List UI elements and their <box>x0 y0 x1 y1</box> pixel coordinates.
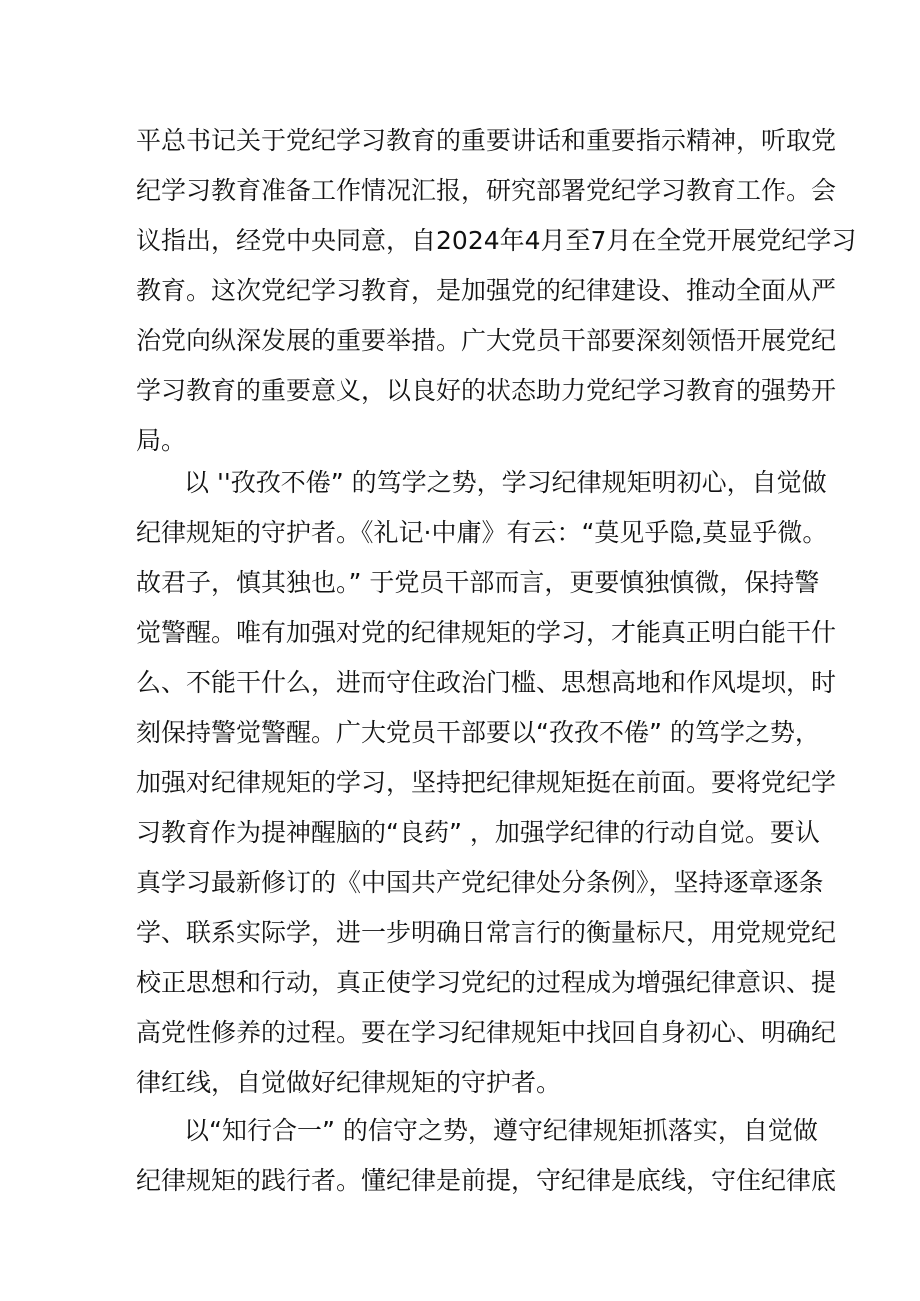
text-line: 教育。这次党纪学习教育，是加强党的纪律建设、推动全面从严 <box>136 276 837 305</box>
text-line: 觉警醒。唯有加强对党的纪律规矩的学习，才能真正明白能干什 <box>136 618 837 647</box>
text-line: 学、联系实际学，进一步明确日常言行的衡量标尺，用党规党纪 <box>136 918 837 947</box>
text-line: 加强对纪律规矩的学习，坚持把纪律规矩挺在前面。要将党纪学 <box>136 768 837 797</box>
text-line: 真学习最新修订的《中国共产党纪律处分条例》，坚持逐章逐条 <box>136 868 824 897</box>
text-line: 纪律规矩的守护者。《礼记·中庸》有云：“莫见乎隐,莫显乎微。 <box>136 518 828 547</box>
text-line: 平总书记关于党纪学习教育的重要讲话和重要指示精神，听取党 <box>136 126 837 155</box>
text-line: 局。 <box>136 426 187 455</box>
text-line: 校正思想和行动，真正使学习党纪的过程成为增强纪律意识、提 <box>136 968 837 997</box>
text-line: 高党性修养的过程。要在学习纪律规矩中找回自身初心、明确纪 <box>136 1018 837 1047</box>
text-line: 学习教育的重要意义，以良好的状态助力党纪学习教育的强势开 <box>136 376 837 405</box>
text-line: 故君子，慎其独也。” 于党员干部而言，更要慎独慎微，保持警 <box>136 568 820 597</box>
text-line: 治党向纵深发展的重要举措。广大党员干部要深刻领悟开展党纪 <box>136 326 837 355</box>
text-line: 么、不能干什么，进而守住政治门槛、思想高地和作风堤坝，时 <box>136 668 837 697</box>
text-line: 习教育作为提神醒脑的“良药” ，加强学纪律的行动自觉。要认 <box>136 818 820 847</box>
paragraph-first-line: 以“知行合一” 的信守之势，遵守纪律规矩抓落实，自觉做 <box>184 1116 818 1145</box>
text-line: 纪律规矩的践行者。懂纪律是前提，守纪律是底线，守住纪律底 <box>136 1166 837 1195</box>
text-line: 律红线，自觉做好纪律规矩的守护者。 <box>136 1068 562 1097</box>
text-line: 刻保持警觉警醒。广大党员干部要以“孜孜不倦” 的笃学之势， <box>136 718 820 747</box>
text-line: 纪学习教育准备工作情况汇报，研究部署党纪学习教育工作。会 <box>136 176 837 205</box>
text-line: 议指出，经党中央同意，自2024年4月至7月在全党开展党纪学习 <box>136 226 857 255</box>
paragraph-first-line: 以 ''孜孜不倦” 的笃学之势，学习纪律规矩明初心，自觉做 <box>184 468 827 497</box>
